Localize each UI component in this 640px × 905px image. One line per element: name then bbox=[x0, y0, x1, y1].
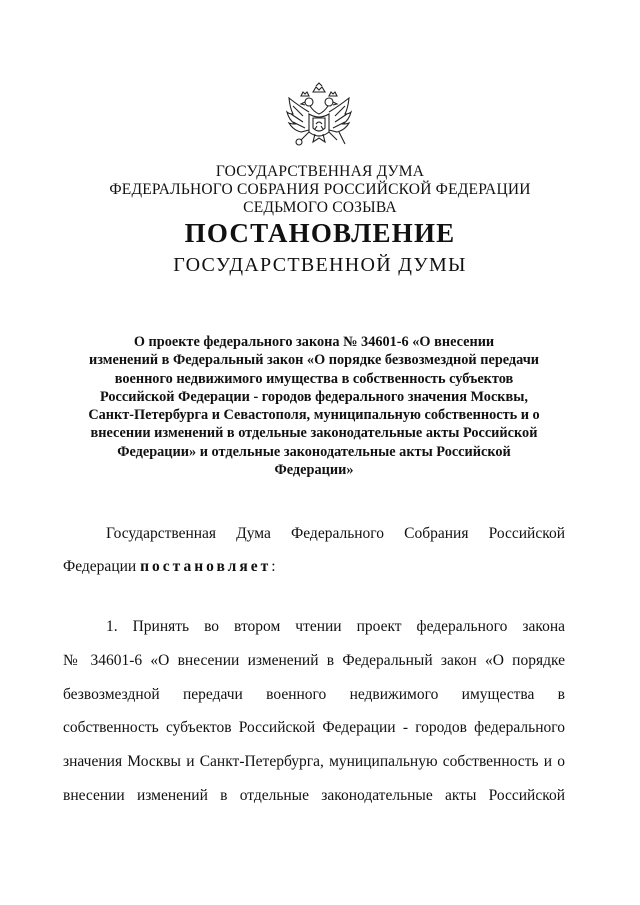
document-title: ПОСТАНОВЛЕНИЕ bbox=[184, 218, 456, 248]
intro-line-2 bbox=[63, 558, 276, 576]
intro-prefix: Федерации bbox=[63, 558, 141, 575]
body-line: 1. Принять во втором чтении проект федерального закона bbox=[106, 618, 565, 635]
russian-coat-of-arms-icon bbox=[283, 82, 355, 156]
subject-line: Федерации» bbox=[274, 462, 354, 479]
org-name-line-1: ГОСУДАРСТВЕННАЯ ДУМА bbox=[215, 163, 425, 180]
body-line: безвозмездной передачи военного недвижимого имущества в bbox=[63, 686, 565, 703]
document-subtitle: ГОСУДАРСТВЕННОЙ ДУМЫ bbox=[173, 254, 467, 276]
subject-line: Российской Федерации - городов федерального значения Москвы, bbox=[100, 388, 528, 405]
subject-line: изменений в Федеральный закон «О порядке безвозмездной передачи bbox=[88, 352, 540, 369]
intro-line-1: Государственная Дума Федерального Собрания Российской bbox=[106, 525, 565, 542]
subject-line: внесении изменений в отдельные законодательные акты Российской bbox=[90, 425, 538, 442]
org-name-line-2: ФЕДЕРАЛЬНОГО СОБРАНИЯ РОССИЙСКОЙ ФЕДЕРАЦИИ bbox=[109, 181, 531, 198]
subject-line: О проекте федерального закона № 34601-6 «О внесении bbox=[133, 334, 495, 350]
subject-block bbox=[60, 333, 568, 479]
body-line: собственность субъектов Российской Федерации - городов федерального bbox=[63, 719, 565, 736]
subject-line: военного недвижимого имущества в собственность субъектов bbox=[114, 370, 514, 387]
body-line: внесении изменений в отдельные законодательные акты Российской bbox=[63, 787, 565, 804]
subject-line: Санкт-Петербурга и Севастополя, муниципальную собственность и о bbox=[88, 407, 540, 424]
body-line: № 34601-6 «О внесении изменений в Федеральный закон «О порядке bbox=[63, 652, 565, 669]
intro-suffix: : bbox=[271, 558, 276, 575]
convocation-line: СЕДЬМОГО СОЗЫВА bbox=[243, 199, 397, 216]
subject-line: Федерации» и отдельные законодательные акты Российской bbox=[117, 443, 511, 460]
body-line: значения Москвы и Санкт-Петербурга, муниципальную собственность и о bbox=[63, 753, 565, 770]
resolves-word: постановляет bbox=[140, 558, 272, 575]
